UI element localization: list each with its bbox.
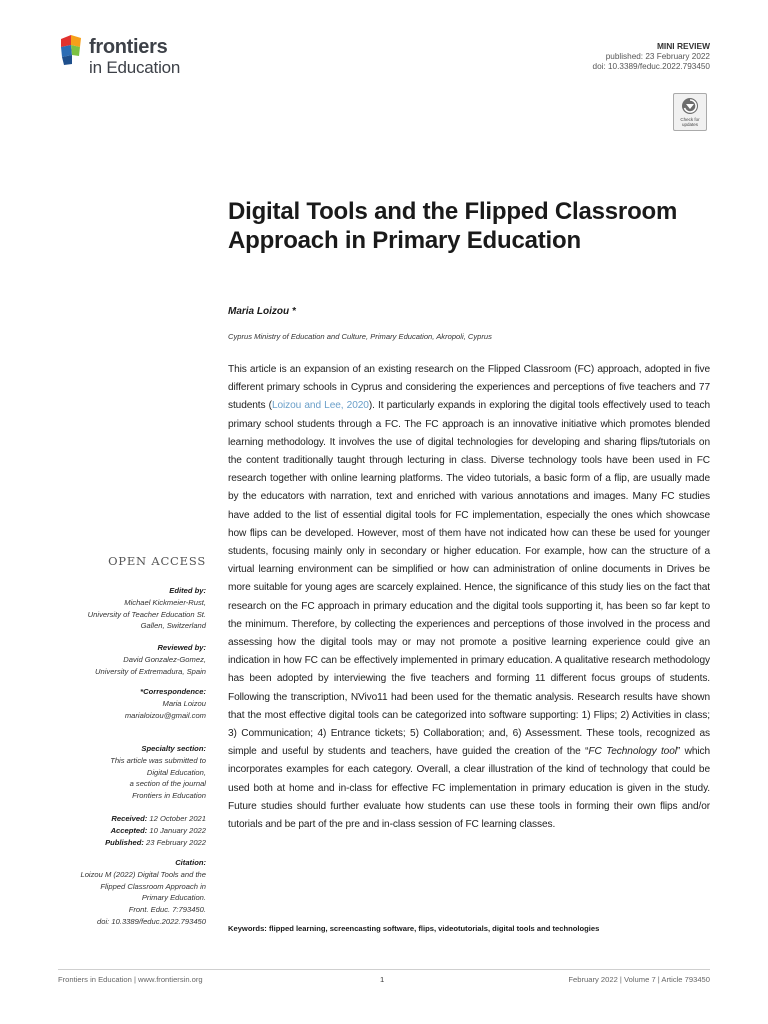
citation-line: Front. Educ. 7:793450. [128, 905, 206, 915]
keywords-label: Keywords: [228, 924, 267, 933]
citation-line: Flipped Classroom Approach in [100, 881, 206, 891]
edited-by-section [40, 585, 206, 632]
correspondence-name: Maria Loizou [162, 698, 206, 708]
page-number: 1 [380, 975, 385, 984]
citation-heading: Citation: [175, 858, 206, 867]
doi: doi: 10.3389/feduc.2022.793450 [592, 62, 710, 71]
specialty-line: This article was submitted to [110, 755, 206, 765]
editor-line: University of Teacher Education St. [87, 609, 206, 619]
check-for-updates-button[interactable] [673, 93, 707, 131]
correspondence-heading: *Correspondence: [140, 687, 206, 696]
specialty-line: Digital Education, [146, 767, 206, 777]
specialty-section [40, 743, 206, 802]
editor-line: Michael Kickmeier-Rust, [124, 597, 206, 607]
frontiers-logo-icon [55, 33, 85, 67]
abstract [228, 361, 710, 834]
reviewer-line: University of Extremadura, Spain [95, 666, 206, 676]
specialty-line: Frontiers in Education [132, 791, 206, 801]
check-updates-label: Check for updates [680, 117, 700, 127]
citation-doi[interactable]: doi: 10.3389/feduc.2022.793450 [97, 916, 206, 926]
specialty-heading: Specialty section: [141, 744, 206, 753]
received-date: 12 October 2021 [149, 814, 206, 823]
abstract-text-2: ). It particularly expands in exploring the digital tools effectively used to teach primary school students through a FC. The FC approach is an innovative initiative which promotes blended learning methodology. It involves the use of digital technologies for developing and sharing flips/tutorials on the content traditionally taught through lecturing in class. Diverse technology tools have been used in FC research together with online learning platforms. The video tutorials, a basic form of a flip, are usually made by the educators with narration, text and enriched with various annotations and images. Many FC studies have added to the list of essential digital tools for FC implementation, especially the ones which showcase how flips can be developed. However, most of them have not indicated how can these be used for younger students, focusing mainly only in secondary or higher education. For example, how can the structure of a virtual learning environment can be simplified or how can administration of online documents in Drives be more suitable for young ages are scarcely explained. Hence, the significance of this study lies on the fact that research on the FC approach in primary education and the digital tools supporting it, has been so far kept to the minimum. Therefore, by collecting the experiences and perceptions of those involved in the process and assessing how the digital tools may or may not promote a positive learning experience could give an indication in how FC can be effectively implemented in primary education. A qualitative research methodology has been adopted by interviewing the five teachers and forming 11 different focus groups of students. Following the transcription, NVivo11 had been used for the thematic analysis. Research results have shown that the most effective digital tools can be categorized into software supporting: 1) Flips; 2) Activities in class; 3) Communication; 4) Entrance tickets; 5) Collaboration; and, 6) Assessment. These tools, recognized as simple and useful by students and teachers, have guided the creation of the “ [228, 400, 710, 758]
abstract-text-3: ” which incorporates examples for each category. Overall, a clear illustration of the kind of technology that could be used both at home and in-class for effective FC implementation in primary education is given in the study. Future studies should further evaluate how students can use these tools in forming their own flips and/or tutorials and be part of the pre and in-class session of FC learning classes. [228, 746, 711, 831]
keywords-list: flipped learning, screencasting software, flips, videotutorials, digital tools and technologies [268, 924, 600, 933]
citation-line: Loizou M (2022) Digital Tools and the [80, 869, 206, 879]
reviewed-by-heading: Reviewed by: [157, 643, 206, 652]
dates-section [40, 813, 206, 848]
article-type: MINI REVIEW [656, 41, 710, 51]
citation-section [40, 857, 206, 928]
journal-logo[interactable] [55, 33, 205, 81]
journal-subname: in Education [89, 58, 181, 77]
article-header-meta [593, 41, 710, 73]
correspondence-email[interactable]: marialoizou@gmail.com [124, 710, 206, 720]
author[interactable]: Maria Loizou * [228, 306, 296, 317]
edited-by-heading: Edited by: [169, 586, 206, 595]
specialty-line: a section of the journal [129, 779, 206, 789]
received-label: Received: [111, 814, 148, 823]
footer-divider [58, 969, 710, 970]
published-date-sidebar: 23 February 2022 [146, 837, 206, 847]
tool-name: FC Technology tool [588, 746, 677, 758]
published-date: published: 23 February 2022 [605, 51, 710, 61]
check-updates-icon [681, 97, 699, 115]
citation-link[interactable]: Loizou and Lee, 2020 [271, 400, 369, 412]
abstract-text-1: This article is an expansion of an existing research on the Flipped Classroom (FC) approach, adopted in five different primary schools in Cyprus and considering the experiences and perceptions of five teachers and 77 students ( [228, 364, 710, 412]
accepted-label: Accepted: [110, 825, 148, 835]
journal-name: frontiers [89, 36, 168, 58]
article-title: Digital Tools and the Flipped Classroom Approach in Primary Education [228, 198, 678, 254]
correspondence-section [40, 686, 206, 721]
editor-line: Gallen, Switzerland [140, 621, 206, 631]
keywords [228, 924, 710, 933]
affiliation: Cyprus Ministry of Education and Culture, Primary Education, Akropoli, Cyprus [228, 332, 492, 341]
accepted-date: 10 January 2022 [149, 825, 206, 835]
citation-line: Primary Education. [141, 893, 206, 903]
reviewed-by-section [40, 642, 206, 677]
reviewer-line: David Gonzalez-Gomez, [123, 654, 206, 664]
footer-journal[interactable]: Frontiers in Education | www.frontiersin.org [58, 975, 203, 984]
open-access-label: OPEN ACCESS [108, 554, 206, 568]
footer-issue: February 2022 | Volume 7 | Article 793450 [568, 975, 710, 984]
published-label: Published: [105, 837, 144, 847]
